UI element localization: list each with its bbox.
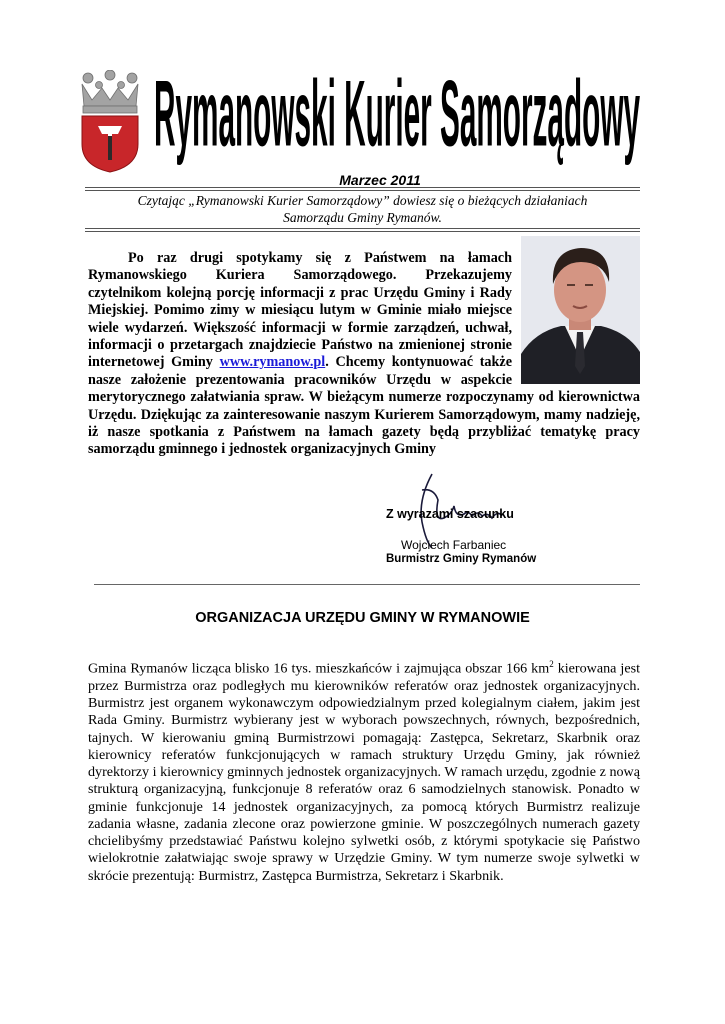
crest-icon bbox=[78, 70, 142, 174]
body-text-start: Gmina Rymanów licząca blisko 16 tys. mieszkańców i zajmująca obszar 166 km bbox=[88, 660, 550, 677]
tagline-line: Samorządu Gminy Rymanów. bbox=[283, 210, 442, 225]
superscript: 2 bbox=[549, 659, 554, 669]
issue-date: Marzec 2011 bbox=[339, 172, 421, 188]
divider bbox=[85, 187, 640, 188]
signature-name: Wojciech Farbaniec bbox=[401, 538, 507, 552]
masthead-title bbox=[150, 58, 645, 170]
body-paragraph bbox=[88, 656, 640, 885]
intro-text bbox=[88, 250, 640, 459]
divider bbox=[94, 584, 640, 585]
signature-title: Burmistrz Gminy Rymanów bbox=[386, 553, 537, 565]
signature-greeting: Z wyrazami szacunku bbox=[386, 507, 514, 521]
tagline-line: Czytając „Rymanowski Kurier Samorządowy” dowiesz się o bieżących działaniach bbox=[137, 193, 588, 208]
intro-text-end: . Chcemy kontynuować także nasze założenie prezentowania pracowników Urzędu w aspekcie merytorycznego załatwiania spraw. W bieżącym numerze rozpoczynamy od kierownictwa Urzędu. Dziękując za zainteresowanie naszym Kurierem Samorządowym, mamy nadzieję, iż nasze spotkania z Państwem na łamach gazety będą przybliżać tematykę pracy samorządu gminnego i jednostek organizacyjnych Gminy bbox=[88, 354, 640, 458]
section-body bbox=[88, 656, 640, 885]
body-text-end: kierowana jest przez Burmistrza oraz podległych mu kierowników referatów oraz jednostek organizacyjnych. Burmistrz jest organem wykonawczym odpowiedzialnym przed kolegialnym ciałem, jakim jest Rada Gminy. Burmistrz wybierany jest w wyborach powszechnych, równych, bezpośrednich, tajnych. W kierowaniu gminą Burmistrzowi pomagają: Zastępca, Sekretarz, Skarbnik oraz kierownicy referatów funkcjonujących w ramach struktury Urzędu Gminy, jak również dyrektorzy i kierownicy gminnych jednostek organizacyjnych. W ramach urzędu, zgodnie z nową strukturą organizacyjną, funkcjonuje 8 referatów oraz 6 samodzielnych stanowisk. Ponadto w gminie funkcjonuje 14 jednostek organizacyjnych, za pomocą których Burmistrz realizuje zadania własne, zadania zlecone oraz powierzone gminie. W poszczególnych numerach gazety chcielibyśmy przedstawiać Państwu kolejno sylwetki osób, z którymi spotykacie się Państwo wielokrotnie załatwiając swoje sprawy w Urzędzie Gminy. W tym numerze swoje sylwetki w skrócie prezentują: Burmistrz, Zastępca Burmistrza, Sekretarz i Skarbnik. bbox=[88, 660, 640, 884]
masthead-title-text: Rymanowski Kurier Samorządowy bbox=[154, 61, 641, 166]
tagline bbox=[85, 192, 640, 226]
section-heading: ORGANIZACJA URZĘDU GMINY W RYMANOWIE bbox=[195, 610, 530, 626]
portrait-spacer bbox=[512, 250, 640, 380]
intro-text-start: Po raz drugi spotykamy się z Państwem na łamach Rymanowskiego Kuriera Samorządowego. Przekazujemy czytelnikom kolejną porcję informacji z prac Urzędu Gminy i Rady Miejskiej. Pomimo zimy w miesiącu lutym w Gminie miało miejsce wiele wydarzeń. Większość informacji w formie zarządzeń, uchwał, informacji o przetargach znajdziecie Państwo na zmienionej stronie internetowej Gminy bbox=[88, 250, 512, 371]
divider bbox=[85, 231, 640, 232]
website-link[interactable]: www.rymanow.pl bbox=[219, 354, 326, 371]
divider bbox=[85, 228, 640, 229]
divider bbox=[85, 190, 640, 191]
